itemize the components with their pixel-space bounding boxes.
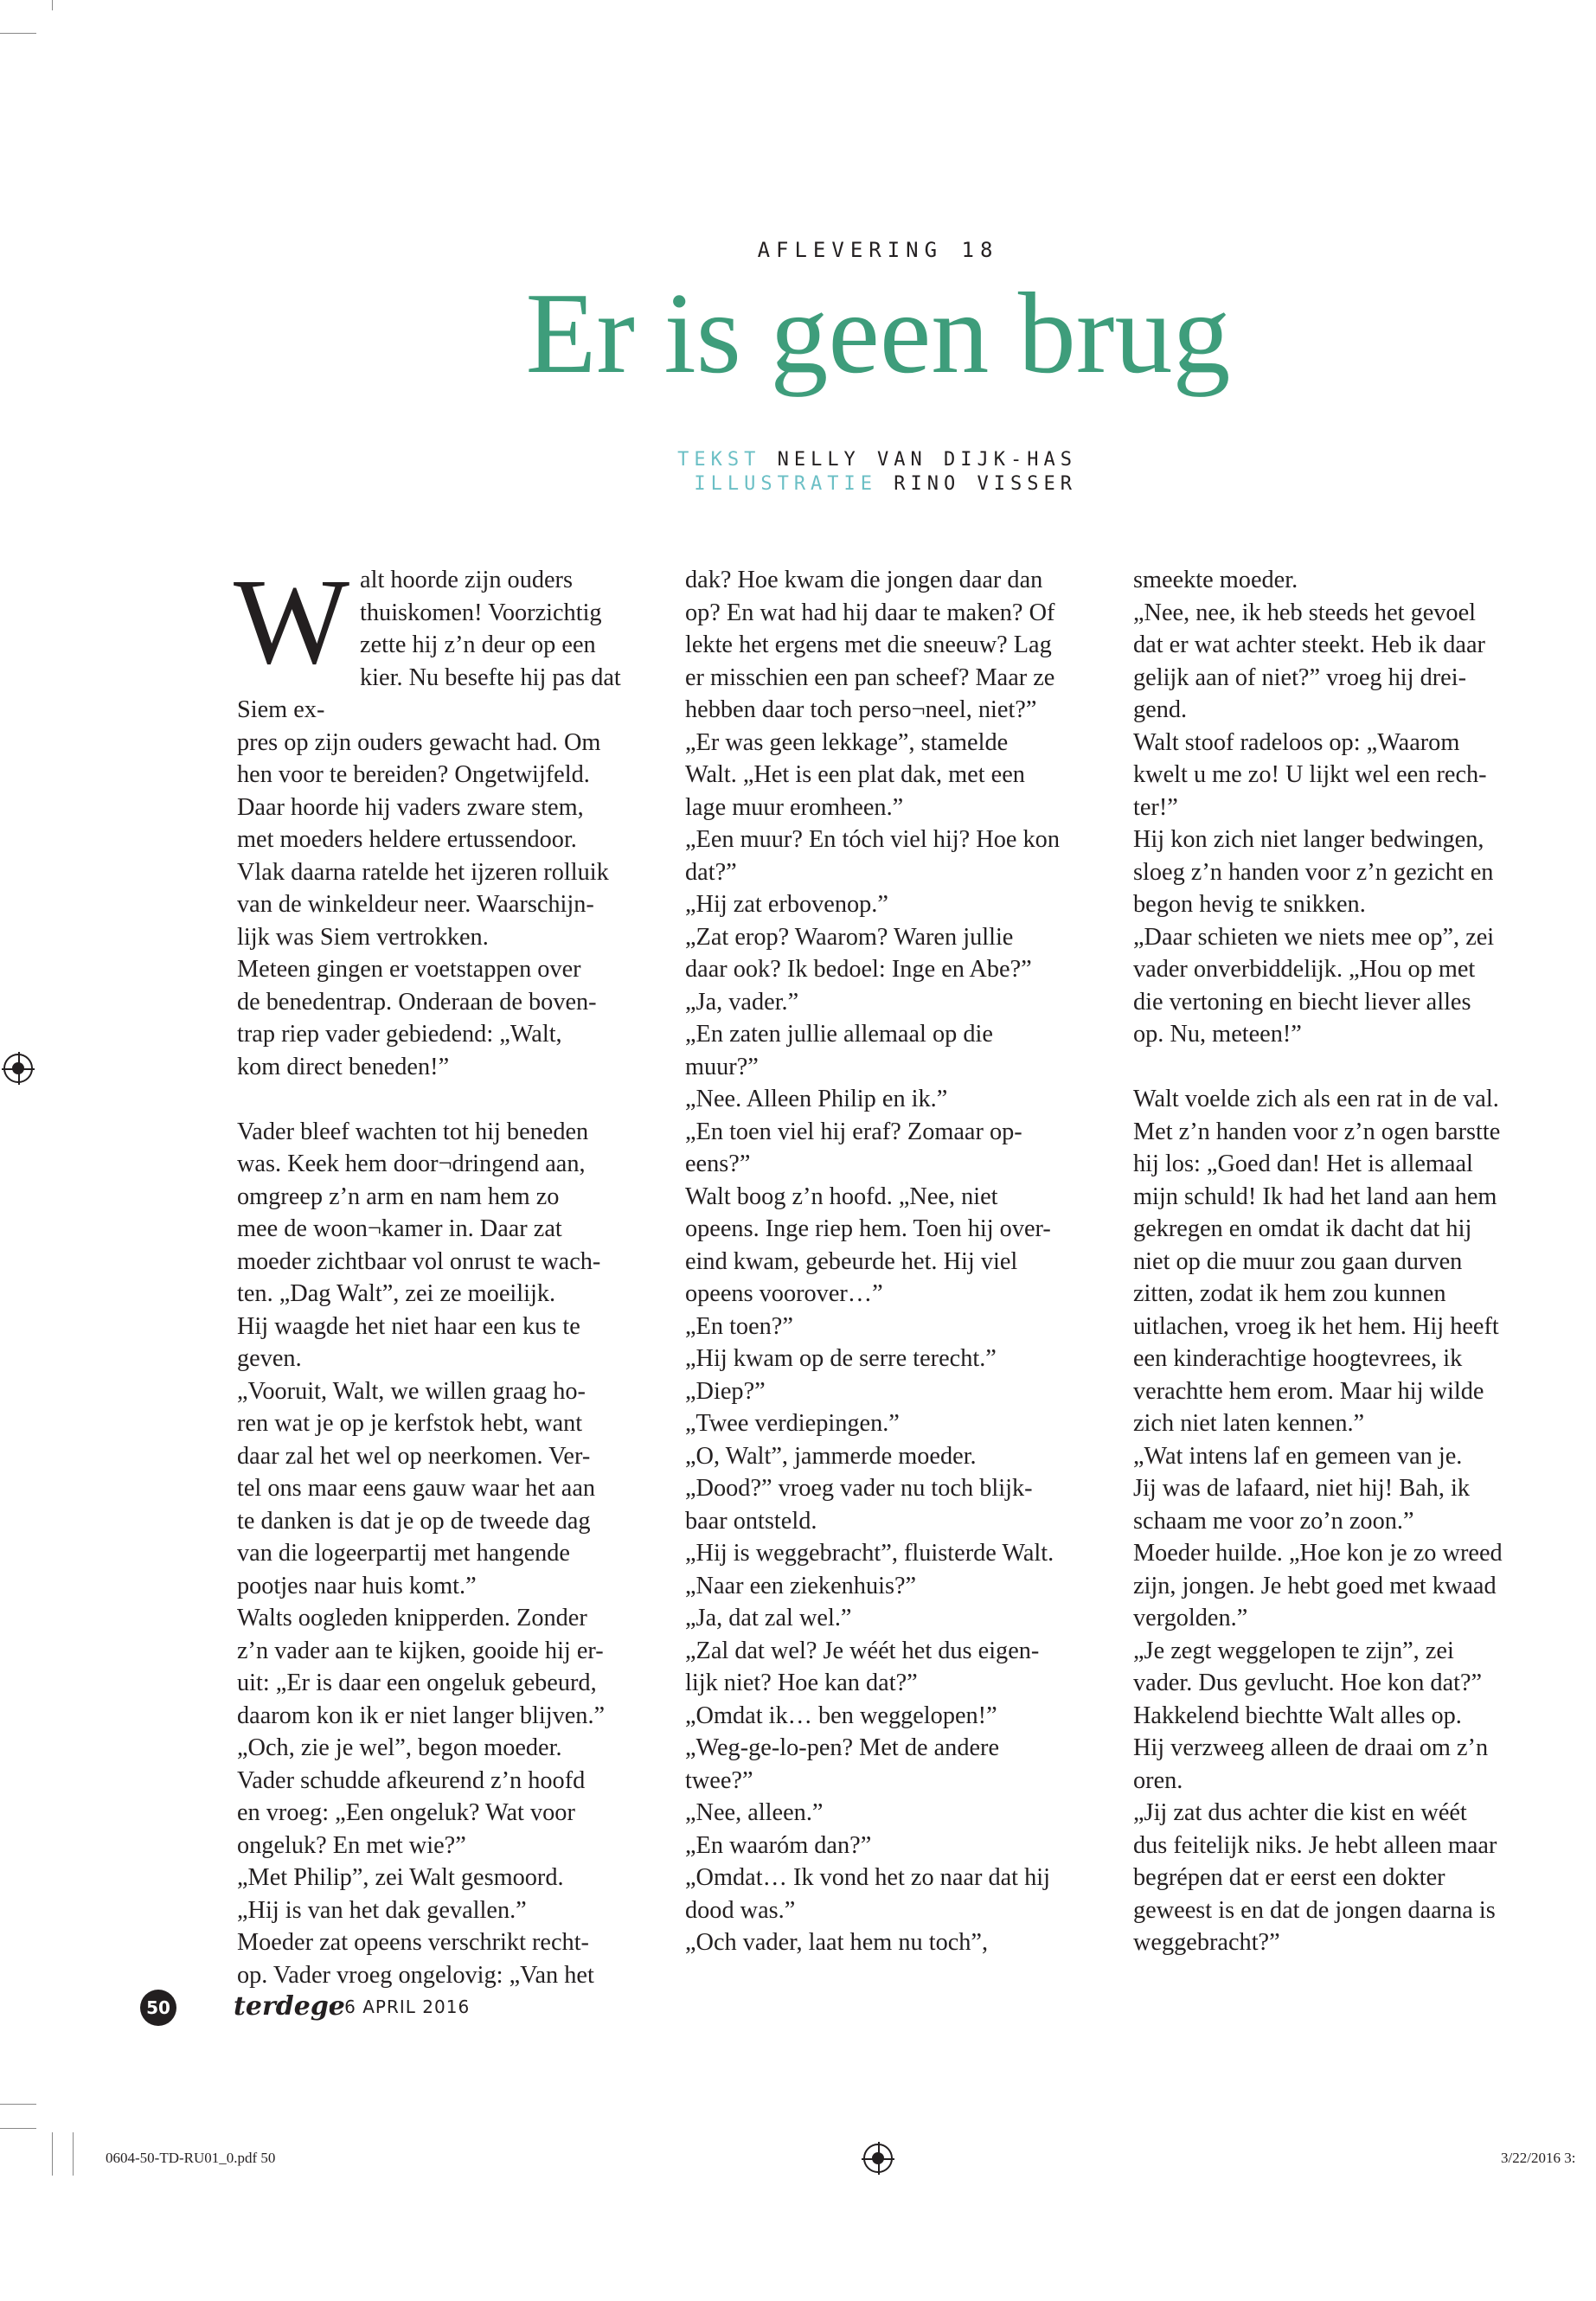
text-line: „O, Walt”, jammerde moeder. <box>685 1442 977 1470</box>
text-line: een kinderachtige hoogtevrees, ik <box>1133 1345 1463 1372</box>
text-line: lijk niet? Hoe kan dat?” <box>685 1670 918 1696</box>
text-line: lekte het ergens met die sneeuw? Lag <box>685 631 1052 658</box>
text-line: „Jij zat dus achter die kist en wéét <box>1133 1799 1467 1826</box>
text-line: hen voor te bereiden? Ongetwijfeld. <box>237 761 590 788</box>
text-line: weggebracht?” <box>1133 1929 1280 1956</box>
text-line: „En toen?” <box>685 1312 793 1340</box>
text-line: „Hij is weggebracht”, fluisterde Walt. <box>685 1540 1054 1567</box>
text-line: „Ja, vader.” <box>685 988 799 1016</box>
text-line: pres op zijn ouders gewacht had. Om <box>237 728 601 756</box>
text-line: „Ja, dat zal wel.” <box>685 1605 852 1631</box>
text-line: „Hij kwam op de serre terecht.” <box>685 1345 997 1372</box>
crop-mark <box>0 33 36 34</box>
credit-illustration <box>677 472 1077 497</box>
text-line: „Naar een ziekenhuis?” <box>685 1572 917 1599</box>
page-number: 50 <box>140 1990 176 2026</box>
text-line: „Hij is van het dak gevallen.” <box>237 1896 527 1924</box>
article-title: Er is geen brug <box>525 269 1231 397</box>
text-line: hebben daar toch perso¬neel, niet?” <box>685 696 1037 723</box>
text-line: Vader bleef wachten tot hij beneden <box>237 1118 589 1145</box>
text-line: opeens. Inge riep hem. Toen hij over- <box>685 1215 1051 1242</box>
text-line: „Hij zat erbovenop.” <box>685 891 888 918</box>
text-line: z’n vader aan te kijken, gooide hij er- <box>237 1637 604 1664</box>
text-line: „Je zegt weggelopen te zijn”, zei <box>1133 1637 1454 1664</box>
text-line: uitlachen, vroeg ik het hem. Hij heeft <box>1133 1312 1499 1340</box>
text-line: vader. Dus gevlucht. Hoe kon dat?” <box>1133 1670 1483 1696</box>
text-line: „Er was geen lekkage”, stamelde <box>685 728 1009 756</box>
text-line: „Zat erop? Waarom? Waren jullie <box>685 923 1014 951</box>
text-line: en vroeg: „Een ongeluk? Wat voor <box>237 1799 575 1826</box>
text-line: Walt boog z’n hoofd. „Nee, niet <box>685 1183 998 1210</box>
text-line: Hij kon zich niet langer bedwingen, <box>1133 826 1484 853</box>
text-line: Walts oogleden knipperden. Zonder <box>237 1605 587 1631</box>
text-line: schaam me voor zo’n zoon.” <box>1133 1507 1414 1535</box>
text-line: pootjes naar huis komt.” <box>237 1572 477 1599</box>
text-line: verachtte hem erom. Maar hij wilde <box>1133 1377 1484 1405</box>
text-line: moeder zichtbaar vol onrust te wach- <box>237 1247 601 1275</box>
drop-cap: W <box>234 553 350 689</box>
text-line: die vertoning en biecht liever alles <box>1133 988 1471 1016</box>
text-line: „Omdat… Ik vond het zo naar dat hij <box>685 1864 1050 1891</box>
text-line: vergolden.” <box>1133 1605 1248 1631</box>
text-line: op. Vader vroeg ongelovig: „Van het <box>237 1961 594 1989</box>
text-line: „Diep?” <box>685 1377 766 1405</box>
text-line: gelijk aan of niet?” vroeg hij drei- <box>1133 663 1466 691</box>
credit-label: ILLUSTRATIE <box>694 473 878 495</box>
text-line: hij los: „Goed dan! Het is allemaal <box>1133 1150 1473 1177</box>
text-line: opeens voorover…” <box>685 1280 883 1307</box>
text-line: Hij waagde het niet haar een kus te <box>237 1312 580 1340</box>
text-line: alt hoorde zijn ouders <box>360 567 573 593</box>
text-line: Moeder huilde. „Hoe kon je zo wreed <box>1133 1540 1503 1567</box>
text-line: ongeluk? En met wie?” <box>237 1831 466 1859</box>
text-line: „Daar schieten we niets mee op”, zei <box>1133 923 1495 951</box>
registration-mark-icon <box>3 1054 33 1083</box>
crop-mark <box>0 2104 36 2105</box>
registration-mark-icon <box>863 2144 893 2173</box>
text-line: „Och vader, laat hem nu toch”, <box>685 1929 989 1956</box>
text-line: Jij was de lafaard, niet hij! Bah, ik <box>1133 1475 1470 1502</box>
text-line: Met z’n handen voor z’n ogen barstte <box>1133 1118 1501 1145</box>
text-line: dat?” <box>685 858 737 886</box>
text-line: mee de woon¬kamer in. Daar zat <box>237 1215 562 1242</box>
text-line: lage muur eromheen.” <box>685 793 904 821</box>
text-line: begrépen dat er eerst een dokter <box>1133 1864 1445 1891</box>
text-line: baar ontsteld. <box>685 1507 817 1535</box>
crop-mark <box>73 2132 74 2176</box>
text-line: gend. <box>1133 696 1188 723</box>
credit-value: RINO VISSER <box>894 473 1077 495</box>
text-column-1 <box>234 553 651 1991</box>
text-line: muur?” <box>685 1053 759 1080</box>
text-line: tel ons maar eens gauw waar het aan <box>237 1475 596 1502</box>
text-line: ter!” <box>1133 793 1178 821</box>
text-line: Walt. „Het is een plat dak, met een <box>685 761 1025 788</box>
text-line: uit: „Er is daar een ongeluk gebeurd, <box>237 1670 597 1696</box>
crop-mark <box>52 0 53 10</box>
text-line: daar ook? Ik bedoel: Inge en Abe?” <box>685 956 1032 983</box>
episode-kicker: AFLEVERING 18 <box>757 238 999 262</box>
credit-value: NELLY VAN DIJK-HAS <box>777 449 1077 471</box>
text-line: Walt voelde zich als een rat in de val. <box>1133 1086 1499 1112</box>
print-slug-file: 0604-50-TD-RU01_0.pdf 50 <box>106 2150 276 2166</box>
text-line: „En zaten jullie allemaal op die <box>685 1021 993 1048</box>
text-line: daar zal het wel op neerkomen. Ver- <box>237 1442 591 1470</box>
text-line: vader onverbiddelijk. „Hou op met <box>1133 956 1476 983</box>
text-line: Vader schudde afkeurend z’n hoofd <box>237 1766 586 1794</box>
credit-text <box>677 448 1077 472</box>
text-line: „Wat intens laf en gemeen van je. <box>1133 1442 1463 1470</box>
credits <box>677 448 1077 497</box>
text-line: daarom kon ik er niet langer blijven.” <box>237 1702 606 1729</box>
text-line: ren wat je op je kerfstok hebt, want <box>237 1410 583 1437</box>
text-line: dak? Hoe kwam die jongen daar dan <box>685 567 1043 593</box>
text-line: ten. „Dag Walt”, zei ze moeilijk. <box>237 1280 556 1307</box>
text-line: begon hevig te snikken. <box>1133 891 1366 918</box>
text-line: geven. <box>237 1345 302 1372</box>
text-line: Hij verzweeg alleen de draai om z’n <box>1133 1734 1489 1761</box>
text-line: sloeg z’n handen voor z’n gezicht en <box>1133 858 1494 886</box>
text-line: Moeder zat opeens verschrikt recht- <box>237 1929 589 1956</box>
text-line: kwelt u me zo! U lijkt wel een rech- <box>1133 761 1487 788</box>
issue-date: • 6 APRIL 2016 <box>327 1997 471 2017</box>
text-line: zich niet laten kennen.” <box>1133 1410 1365 1437</box>
text-line: met moeders heldere ertussendoor. <box>237 826 577 853</box>
text-line: dood was.” <box>685 1896 796 1924</box>
text-line: van de winkeldeur neer. Waarschijn- <box>237 891 594 918</box>
text-line: gekregen en omdat ik dacht dat hij <box>1133 1215 1472 1242</box>
text-line: dus feitelijk niks. Je hebt alleen maar <box>1133 1831 1497 1859</box>
text-line: Vlak daarna ratelde het ijzeren rolluik <box>237 858 609 886</box>
text-line: op. Nu, meteen!” <box>1133 1021 1302 1048</box>
text-line: Meteen gingen er voetstappen over <box>237 956 581 983</box>
text-line: „Weg-ge-lo-pen? Met de andere <box>685 1734 1000 1761</box>
text-line: smeekte moeder. <box>1133 567 1298 593</box>
print-slug-date: 3/22/2016 3: <box>1501 2150 1576 2166</box>
text-line: omgreep z’n arm en nam hem zo <box>237 1183 560 1210</box>
text-line: kier. Nu besefte hij pas dat Siem ex- <box>237 663 621 723</box>
text-line: op? En wat had hij daar te maken? Of <box>685 599 1055 626</box>
text-line: niet op die muur zou gaan durven <box>1133 1247 1463 1275</box>
text-line: „Met Philip”, zei Walt gesmoord. <box>237 1864 564 1891</box>
text-line: trap riep vader gebiedend: „Walt, <box>237 1021 562 1048</box>
text-line: „En toen viel hij eraf? Zomaar op- <box>685 1118 1022 1145</box>
text-line: zitten, zodat ik hem zou kunnen <box>1133 1280 1446 1307</box>
text-line: „Och, zie je wel”, begon moeder. <box>237 1734 562 1761</box>
text-line: „Zal dat wel? Je wéét het dus eigen- <box>685 1637 1040 1664</box>
text-line: eens?” <box>685 1150 751 1177</box>
text-line: „Dood?” vroeg vader nu toch blijk- <box>685 1475 1033 1502</box>
text-line: Daar hoorde hij vaders zware stem, <box>237 793 584 821</box>
text-line: twee?” <box>685 1766 753 1794</box>
text-line: „Omdat ik… ben weggelopen!” <box>685 1702 997 1729</box>
text-line: van die logeerpartij met hangende <box>237 1540 570 1567</box>
text-column-2 <box>685 564 1099 1959</box>
text-line: „Vooruit, Walt, we willen graag ho- <box>237 1377 586 1405</box>
text-line: dat er wat achter steekt. Heb ik daar <box>1133 631 1485 658</box>
text-line: oren. <box>1133 1766 1183 1794</box>
text-line: Walt stoof radeloos op: „Waarom <box>1133 728 1460 756</box>
text-line: geweest is en dat de jongen daarna is <box>1133 1896 1496 1924</box>
text-line: de benedentrap. Onderaan de boven- <box>237 988 597 1016</box>
text-column-3 <box>1133 564 1547 1959</box>
text-line: er misschien een pan scheef? Maar ze <box>685 663 1055 691</box>
text-line: „Nee. Alleen Philip en ik.” <box>685 1086 948 1112</box>
text-line: „Een muur? En tóch viel hij? Hoe kon <box>685 826 1060 853</box>
text-line: was. Keek hem door¬dringend aan, <box>237 1150 586 1177</box>
text-line: Hakkelend biechtte Walt alles op. <box>1133 1702 1462 1729</box>
crop-mark <box>52 2132 53 2176</box>
text-line: „Twee verdiepingen.” <box>685 1410 900 1437</box>
text-line: lijk was Siem vertrokken. <box>237 923 489 951</box>
text-line: eind kwam, gebeurde het. Hij viel <box>685 1247 1018 1275</box>
credit-label: TEKST <box>677 449 761 471</box>
text-line: te danken is dat je op de tweede dag <box>237 1507 591 1535</box>
magazine-logo: terdege <box>234 1991 345 2022</box>
text-line: zijn, jongen. Je hebt goed met kwaad <box>1133 1572 1497 1599</box>
text-line: mijn schuld! Ik had het land aan hem <box>1133 1183 1497 1210</box>
text-line: „En waaróm dan?” <box>685 1831 872 1859</box>
text-line: zette hij z’n deur op een <box>360 631 596 658</box>
crop-mark <box>0 2128 36 2129</box>
text-line: thuiskomen! Voorzichtig <box>360 599 602 626</box>
text-line: „Nee, nee, ik heb steeds het gevoel <box>1133 599 1476 626</box>
text-line: „Nee, alleen.” <box>685 1799 824 1826</box>
text-line: kom direct beneden!” <box>237 1053 450 1080</box>
